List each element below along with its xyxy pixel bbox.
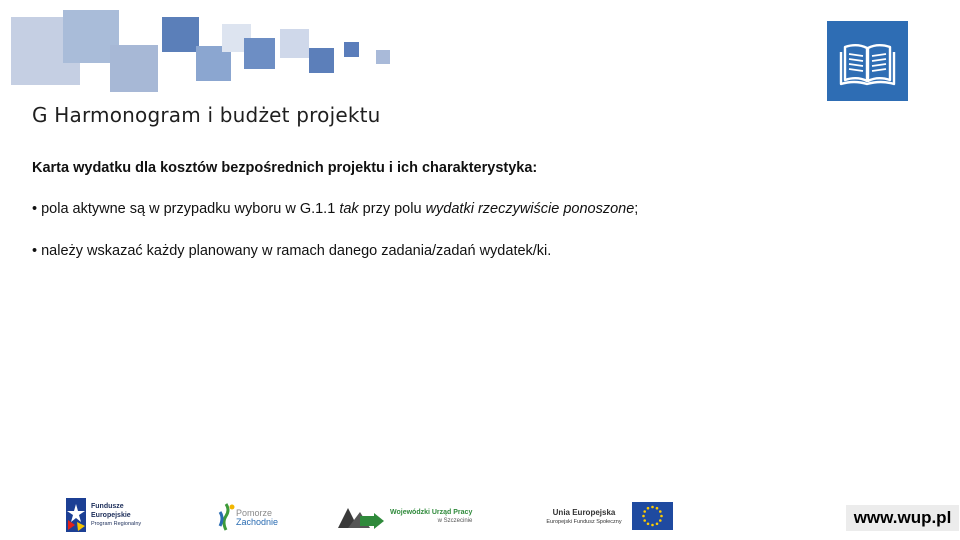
bullet-marker: • <box>32 243 38 259</box>
deco-square <box>110 45 158 92</box>
wup-line1: Wojewódzki Urząd Pracy <box>390 509 473 516</box>
bullet-text: należy wskazać każdy planowany w ramach danego zadania/zadań wydatek/ki. <box>37 243 552 259</box>
section-heading: Karta wydatku dla kosztów bezpośrednich projektu i ich charakterystyka: <box>32 160 538 176</box>
bullet-text: przy polu <box>358 201 426 217</box>
website-link[interactable]: www.wup.pl <box>846 505 959 531</box>
fe-star-icon <box>66 498 86 532</box>
eu-flag-icon <box>632 502 673 530</box>
fe-line1: Fundusze <box>91 503 124 510</box>
pomorze-wave-icon <box>216 502 236 532</box>
fe-line2: Europejskie <box>91 511 131 519</box>
fundusze-europejskie-logo <box>66 498 166 534</box>
ue-line1: Unia Europejska <box>552 508 616 517</box>
unia-europejska-logo <box>540 502 675 532</box>
bullet-item-2 <box>32 243 551 259</box>
fe-line3: Program Regionalny <box>91 521 142 527</box>
deco-square <box>244 38 275 69</box>
bullet-item-1 <box>32 201 638 217</box>
bullet-emphasis: tak <box>339 201 359 217</box>
wup-line2: w Szczecinie <box>437 518 473 524</box>
wup-mountains-icon <box>338 502 386 532</box>
bullet-text: pola aktywne są w przypadku wyboru w G.1.1 <box>37 201 340 217</box>
book-tile <box>827 21 908 101</box>
pomorze-line2: Zachodnie <box>236 517 279 527</box>
open-book-icon <box>827 21 908 101</box>
ue-line2: Europejski Fundusz Społeczny <box>546 519 622 525</box>
deco-square <box>280 29 309 58</box>
bullet-marker: • <box>32 201 38 217</box>
deco-square <box>309 48 334 73</box>
slide-title: G Harmonogram i budżet projektu <box>32 103 381 127</box>
pomorze-line1: Pomorze <box>236 508 273 518</box>
bullet-emphasis: wydatki rzeczywiście ponoszone <box>425 201 635 217</box>
bullet-text: ; <box>634 201 639 217</box>
deco-square <box>162 17 199 52</box>
deco-square <box>344 42 359 57</box>
pomorze-zachodnie-logo <box>216 500 286 534</box>
deco-square <box>376 50 390 64</box>
wup-szczecin-logo <box>338 500 483 534</box>
